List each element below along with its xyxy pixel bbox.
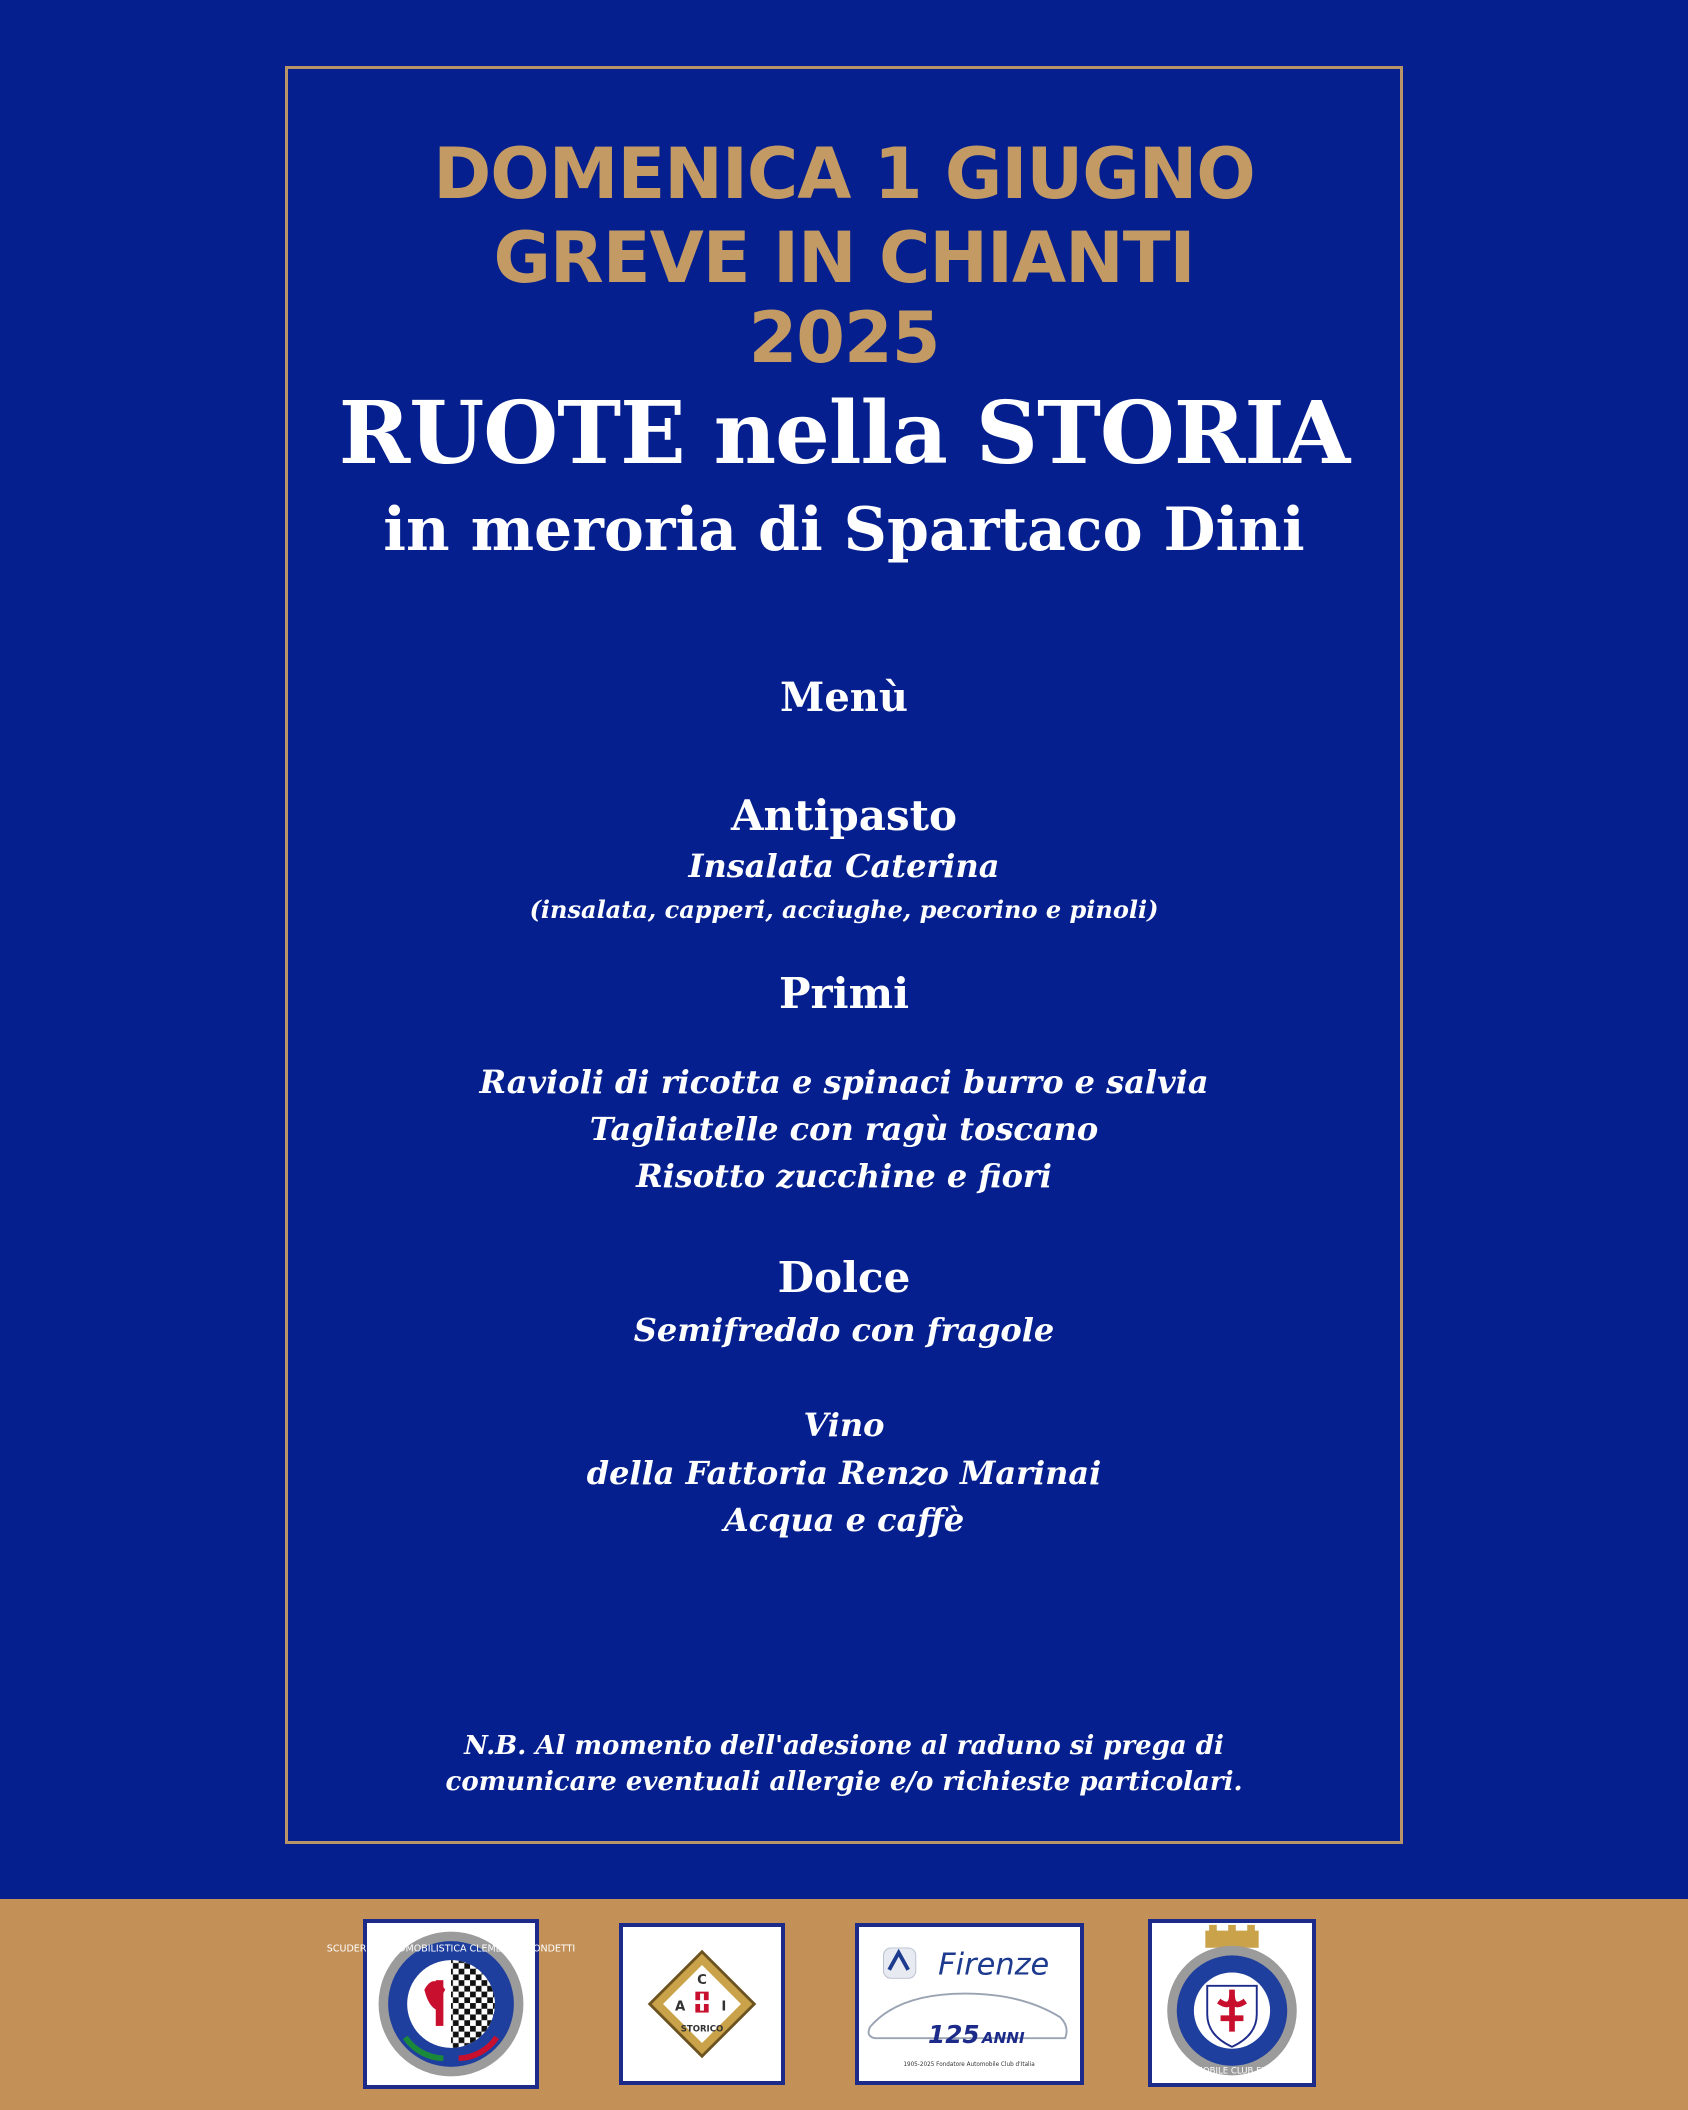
menu-heading: Menù: [780, 674, 908, 721]
note-line: N.B. Al momento dell'adesione al raduno si prega di: [464, 1731, 1224, 1761]
event-subtitle: in meroria di Spartaco Dini: [383, 495, 1305, 565]
aci-firenze-number: 125: [928, 2019, 980, 2049]
dolce-dish: Semifreddo con fragole: [633, 1311, 1055, 1349]
antipasto-dish: Insalata Caterina: [688, 847, 1000, 885]
drinks-water-coffee: Acqua e caffè: [723, 1501, 965, 1539]
aci-storico-logo: [619, 1923, 785, 2085]
event-title: RUOTE nella STORIA: [338, 383, 1350, 484]
aci-firenze-anni: ANNI: [981, 2028, 1025, 2047]
scuderia-logo-text: SCUDERIA AUTOMOBILISTICA CLEMENTE BIONDETTI: [326, 1943, 576, 1955]
primi-item: Ravioli di ricotta e spinaci burro e salvia: [479, 1063, 1209, 1101]
aci-storico-label: STORICO: [680, 2024, 724, 2035]
antipasto-heading: Antipasto: [730, 791, 958, 840]
aci-firenze-brand: Firenze: [938, 1947, 1050, 1983]
aci-letter: A: [674, 1999, 686, 2015]
event-date: DOMENICA 1 GIUGNO: [433, 133, 1255, 215]
aci-letter: I: [721, 1999, 727, 2015]
automobile-club-firenze-logo: [1148, 1919, 1316, 2087]
event-year: 2025: [748, 297, 940, 379]
antipasto-detail: (insalata, capperi, acciughe, pecorino e pinoli): [529, 895, 1159, 924]
sponsor-footer: [0, 1899, 1688, 2110]
aci-firenze-125-icon: [859, 1927, 1080, 2081]
drinks-wine: Vino: [803, 1406, 885, 1444]
gear-emblem-icon: [326, 1923, 576, 2085]
event-location: GREVE IN CHIANTI: [493, 217, 1195, 299]
aci-storico-diamond-icon: [623, 1927, 781, 2081]
aci-firenze-small-text: 1905-2025 Fondatore Automobile Club d'Italia: [903, 2061, 1035, 2068]
aci-firenze-125-logo: [855, 1923, 1084, 2085]
automobile-club-firenze-text: AUTOMOBILE CLUB FIRENZE: [1171, 2066, 1293, 2077]
aci-letter: C: [697, 1973, 707, 1989]
primi-item: Tagliatelle con ragù toscano: [589, 1110, 1099, 1148]
drinks-winery: della Fattoria Renzo Marinai: [586, 1454, 1102, 1492]
dolce-heading: Dolce: [777, 1253, 911, 1302]
scuderia-biondetti-logo: [326, 1919, 576, 2089]
note-line: comunicare eventuali allergie e/o richieste particolari.: [445, 1767, 1243, 1797]
florence-lily-crest-icon: [1152, 1923, 1312, 2083]
primi-heading: Primi: [778, 969, 910, 1018]
primi-item: Risotto zucchine e fiori: [636, 1157, 1052, 1195]
